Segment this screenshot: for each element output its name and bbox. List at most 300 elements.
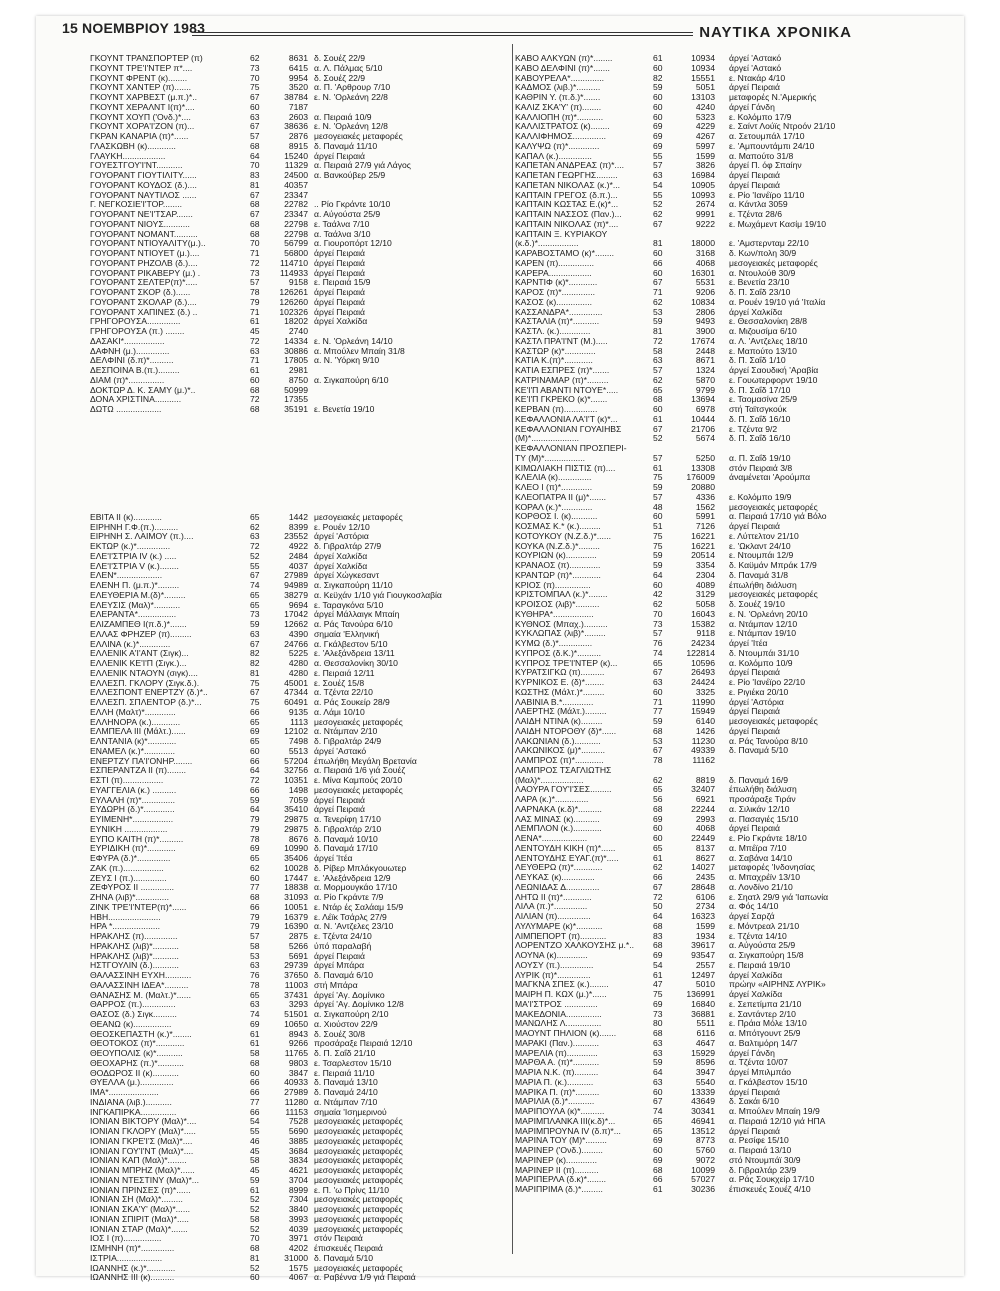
ship-name: ΘΕΟΧΑΡΗΣ (π.)*...........: [90, 1058, 184, 1068]
ship-tonnage: 11162: [692, 756, 715, 765]
ship-status: α. Κολόμπο 10/9: [729, 658, 793, 668]
ship-status: άργεί Σαρζά: [729, 912, 775, 921]
ship-status: ε. Ντουμπάι 12/9: [729, 551, 794, 561]
ship-name: ΕΥΠΟ ΚΑΙΤΗ (π)*..........: [90, 834, 184, 844]
ship-year: 58: [250, 941, 260, 951]
ship-row: [90, 747, 495, 757]
ship-row: [90, 893, 495, 903]
ship-row: [90, 122, 495, 132]
ship-status: α. Βαλτιμόρη 14/7: [729, 1038, 798, 1048]
ship-year: 68: [653, 804, 663, 814]
ship-status: .. Ρίο Γκράντε 10/10: [314, 200, 391, 210]
ship-year: 52: [653, 200, 663, 210]
ship-row: [513, 542, 908, 552]
ship-status: ε. Ντακάρ 4/10: [729, 73, 786, 83]
ship-tonnage: 29875: [284, 824, 308, 834]
ship-row: [513, 210, 908, 220]
ship-status: α. Γκάλβεστον 5/10: [314, 639, 388, 649]
ship-tonnage: 16984: [691, 171, 715, 180]
ship-status: ε. Ρίο Γκράντε 18/10: [729, 834, 807, 843]
ship-row: [90, 640, 495, 650]
ship-tonnage: 2484: [288, 551, 308, 561]
ship-year: 69: [653, 814, 663, 824]
ship-status: ε. Μαπούτο 13/10: [729, 346, 797, 356]
ship-row: [90, 152, 495, 162]
ship-status: α. Μπαχρέϊν 13/10: [729, 873, 801, 882]
ship-name: ΖΕΥΣ Ι (π.)..............: [90, 873, 167, 883]
ship-name: ΗΡΑΚΛΗΣ (π)..............: [90, 932, 178, 941]
ship-tonnage: 5870: [695, 375, 715, 385]
ship-year: 61: [250, 317, 260, 327]
page-header: [62, 20, 852, 42]
left-ship-list-top: [90, 54, 495, 415]
ship-row: [513, 278, 908, 288]
ship-name: ΚΟΡΘΟΣ Ι. (κ)...........: [515, 512, 598, 522]
ship-status: α. Μπέϊρα 7/10: [729, 843, 787, 853]
ship-status: ε. Ρίο 'Ιανέϊρο 22/10: [729, 678, 806, 687]
ship-status: ε. Τζέντα 24/10: [314, 932, 372, 941]
ship-status: μεσογειακές μεταφορές: [314, 1263, 403, 1273]
ship-tonnage: 12102: [284, 727, 308, 737]
ship-name: ΖΕΦΥΡΟΣ ΙΙ ..............: [90, 883, 174, 893]
ship-name: ΕΥΙΜΕΝΗ*.................: [90, 815, 174, 824]
ship-name: ΓΚΟΥΝΤ ΧΟΡΑ'Ι'ΖΟΝ (π)...: [90, 122, 195, 132]
ship-year: 58: [250, 1214, 260, 1224]
ship-year: 61: [653, 463, 663, 473]
ship-row: [90, 1156, 495, 1166]
ship-year: 63: [653, 1048, 663, 1058]
ship-tonnage: 37431: [284, 990, 308, 1000]
ship-row: [90, 103, 495, 113]
ship-tonnage: 4068: [695, 824, 715, 834]
publication-title: ΝΑΥΤΙΚΑ ΧΡΟΝΙΚΑ: [693, 24, 852, 41]
ship-year: 62: [653, 600, 663, 609]
ship-name: ΚΡΙΣΤΟΜΠΑΛ (κ.)*........: [515, 590, 608, 600]
ship-name: ΙΟΝΙΑΝ ΚΑΠ (Μαλ)*........: [90, 1156, 187, 1166]
ship-name: ΚΑΠΕΤΑΝ ΝΙΚΟΛΑΣ (κ.)*...: [515, 180, 621, 190]
ship-tonnage: 4922: [288, 542, 308, 551]
ship-name: ΙΟΝΙΑΝ ΠΡΙΝΣΕΣ (π)*......: [90, 1185, 191, 1195]
ship-year: 69: [653, 1136, 663, 1146]
ship-name: ΕΛΕ'Ι'ΣΤΡΙΑ V (κ.)........: [90, 561, 179, 571]
ship-status: άργεί Πειραιά: [314, 249, 365, 258]
ship-row: [513, 971, 908, 981]
ship-status: μεσογειακές μεταφορές: [314, 1127, 403, 1136]
ship-name: ΚΥΚΛΩΠΑΣ (λιβ)*.........: [515, 629, 606, 639]
ship-status: άργεί Πειραιά: [729, 1087, 780, 1097]
ship-status: α. Πειραιά 1/6 γιά Σουέζ: [314, 766, 406, 776]
ship-tonnage: 35191: [284, 405, 308, 414]
ship-name: ΕΛΕ'Ι'ΣΤΡΙΑ ΙV (κ.) .....: [90, 551, 177, 561]
ship-year: 68: [250, 893, 260, 902]
ship-tonnage: 5058: [695, 600, 715, 609]
ship-status: α. Τενερίφη 17/10: [314, 815, 381, 824]
ship-name: ΙΟΝΙΑΝ ΝΤΕΣΤΙΝΥ (Μαλ)*...: [90, 1175, 199, 1185]
ship-row: [90, 259, 495, 269]
ship-row: [513, 727, 908, 737]
ship-tonnage: 17355: [284, 395, 308, 405]
ship-row: [513, 288, 908, 298]
ship-tonnage: 13694: [691, 395, 715, 405]
ship-row: [513, 425, 908, 435]
ship-name: ΚΑΔΜΟΣ (λιβ.)*..........: [515, 83, 601, 93]
ship-row: [90, 610, 495, 620]
ship-status: δ. Π. Σαΐδ 16/10: [729, 414, 791, 424]
ship-status: α. Ραβέννα 1/9 γιά Πειραιά: [314, 1273, 416, 1283]
ship-status: στό Ντουμπάϊ 30/9: [729, 1155, 801, 1165]
ship-year: 58: [653, 346, 663, 356]
ship-year: 65: [653, 843, 663, 853]
ship-status: μεσογειακές μεταφορές: [314, 1136, 403, 1146]
ship-status: ε. Ταομασίνα 25/9: [729, 395, 798, 405]
ship-year: 68: [250, 219, 260, 229]
ship-tonnage: 126261: [279, 288, 308, 297]
ship-status: α. Ράς Τανούρα 6/10: [314, 620, 393, 629]
ship-status: άργεί Χαλκίδα: [729, 970, 783, 980]
ship-tonnage: 22798: [284, 219, 308, 229]
ship-year: 79: [250, 297, 260, 307]
ship-tonnage: 5225: [288, 649, 308, 659]
ship-tonnage: 31000: [284, 1253, 308, 1263]
ship-status: άργεί Μπάρα: [314, 961, 365, 971]
ship-year: 61: [250, 1185, 260, 1195]
ship-name: ΓΚΟΥΝΤ ΤΡΑΝΣΠΟΡΤΕΡ (π): [90, 54, 203, 63]
ship-name: ΚΕ'Ι'Π ΑΒΑΝΤΙ ΝΤΟΥΕ*.....: [515, 385, 619, 395]
ship-name: ΛΑΣ ΜΙΝΑΣ (κ)...........: [515, 814, 600, 824]
ship-row: [513, 103, 908, 113]
ship-tonnage: 17447: [284, 873, 308, 883]
ship-status: άργεί Σαουδική 'Αραβία: [729, 366, 819, 375]
ship-status: δ. Ρίβερ Μπλάκγουωτερ: [314, 863, 407, 873]
ship-name: ΚΛΕΟ Ι (π)*.............: [515, 483, 593, 492]
ship-name: ΚΥΠΡΟΣ (δ.Κ.)*..........: [515, 648, 602, 658]
ship-year: 75: [250, 678, 260, 688]
ship-year: 53: [653, 307, 663, 317]
ship-tonnage: 8773: [695, 1136, 715, 1146]
ship-tonnage: 9694: [288, 600, 308, 610]
ship-row: [513, 551, 908, 561]
ship-name: ΚΥΡΝΙΚΟΣ Ε. (δ)*........: [515, 678, 605, 687]
ship-tonnage: 11329: [284, 161, 308, 171]
ship-row: [90, 1030, 495, 1040]
ship-year: 81: [653, 239, 663, 249]
ship-status: άργεί Πειραιά: [314, 268, 365, 278]
ship-row: [513, 64, 908, 74]
ship-status: ε. 'Αμστερνταμ 22/10: [729, 239, 809, 249]
ship-tonnage: 7059: [288, 795, 308, 805]
ship-name: ΚΥΜΩ (δ.)*..............: [515, 639, 593, 648]
ship-year: 79: [250, 815, 260, 824]
ship-year: 62: [653, 863, 663, 873]
ship-tonnage: 3293: [288, 1000, 308, 1010]
ship-year: 72: [653, 892, 663, 902]
ship-row: [90, 1254, 495, 1264]
ship-status: έπωλήθη διάλυση: [729, 580, 797, 590]
ship-row: [90, 181, 495, 191]
ship-tonnage: 1599: [695, 921, 715, 931]
ship-row: [90, 513, 495, 523]
ship-year: 45: [250, 1146, 260, 1156]
ship-row: [90, 288, 495, 298]
ship-name: ΓΟΥΟΡΑΝΤ ΝΑΥΤΙΛΟΣ ......: [90, 190, 197, 200]
ship-status: ε. 'Ωκλαντ 24/10: [729, 541, 791, 551]
ship-year: 79: [250, 824, 260, 834]
ship-row: [513, 951, 908, 961]
ship-row: [90, 317, 495, 327]
ship-year: 58: [250, 1156, 260, 1166]
ship-status: ε. Ντάρ ές Σαλάαμ 15/9: [314, 902, 404, 912]
ship-tonnage: 43649: [691, 1097, 715, 1107]
ship-name: ΓΟΥΟΡΑΝΤ ΝΕ'Ι'ΤΣΑΡ.......: [90, 210, 193, 219]
ship-name: ΚΕΦΑΛΛΟΝΙΑ ΛΑ'Ι'Τ (κ)*...: [515, 414, 618, 424]
ship-row: [90, 571, 495, 581]
ship-row: [513, 1000, 908, 1010]
ship-row: [90, 210, 495, 220]
ship-row: [513, 717, 908, 727]
ship-status: άργεί 'Αγ. Δομίνικο 12/8: [314, 1000, 404, 1010]
ship-status: α. Χιούστον 22/9: [314, 1019, 378, 1029]
ship-name: ΔΩΤΩ ...................: [90, 405, 162, 414]
ship-year: 81: [250, 1253, 260, 1263]
ship-year: 54: [653, 960, 663, 970]
ship-tonnage: 2435: [695, 873, 715, 882]
ship-status: δ. Π. Σαΐδ 23/10: [729, 288, 791, 297]
ship-name: ΓΟΥΟΡΑΝΤ ΚΟΥΔΟΣ (δ.)....: [90, 180, 197, 190]
ship-row: [90, 142, 495, 152]
ship-year: 65: [653, 1116, 663, 1126]
ship-row: [513, 376, 908, 386]
ship-row: [513, 83, 908, 93]
ship-year: 67: [653, 882, 663, 892]
ship-row: [513, 454, 908, 464]
ship-tonnage: 6415: [288, 63, 308, 73]
ship-name: ΘΑΝΑΣΗΣ Μ. (Μαλτ.)*......: [90, 990, 191, 1000]
ship-row: [513, 815, 908, 825]
ship-row: [513, 337, 908, 347]
ship-status: μεσογειακές μεταφορές: [729, 502, 818, 512]
ship-row: [90, 971, 495, 981]
ship-tonnage: 11280: [284, 1097, 308, 1107]
ship-status: έπωλήθη διάλυση: [729, 785, 797, 795]
ship-row: [90, 942, 495, 952]
ship-status: ε. Τζέντα 14/10: [729, 931, 787, 941]
ship-tonnage: 16043: [691, 609, 715, 619]
ship-year: 68: [250, 385, 260, 395]
ship-name: ΔΕΛΦΙΝΙ (δ.π)*..........: [90, 356, 174, 366]
ship-year: 73: [653, 619, 663, 629]
ship-name: ΛΑΚΩΝΙΚΟΣ (μ)*..........: [515, 746, 605, 756]
ship-status: δ. Παναμά 10/10: [314, 834, 378, 844]
ship-year: 70: [250, 161, 260, 171]
ship-tonnage: 126260: [279, 297, 308, 307]
ship-tonnage: 3885: [288, 1136, 308, 1146]
ship-year: 66: [250, 707, 260, 717]
ship-row: [513, 785, 908, 795]
ship-row: [513, 1146, 908, 1156]
ship-tonnage: 1934: [695, 931, 715, 941]
ship-tonnage: 15551: [691, 73, 715, 83]
ship-row: [513, 74, 908, 84]
ship-tonnage: 114710: [279, 258, 308, 268]
ship-name: ΙΟΝΙΑΝ ΜΠΡΗΖ (Μαλ)*......: [90, 1166, 195, 1175]
ship-row: [513, 922, 908, 932]
ship-row: [513, 766, 908, 776]
ship-row: [90, 591, 495, 601]
ship-status: στόν Πειραιά: [314, 1234, 363, 1244]
ship-status: δ. Καϋμάν Μπράκ 17/9: [729, 561, 817, 570]
ship-row: [513, 590, 908, 600]
ship-year: 53: [653, 736, 663, 746]
ship-status: ε. Ν. 'Ορλεάνη 12/8: [314, 122, 388, 132]
ship-name: ΘΑΡΡΟΣ (π.)..............: [90, 1000, 176, 1010]
ship-status: μεσογειακές μεταφορές: [314, 717, 403, 727]
ship-tonnage: 93547: [691, 951, 715, 960]
ship-name: ΘΕΟΤΟΚΟΣ (π)*............: [90, 1039, 185, 1049]
ship-status: δ. Π. Σαΐδ 1/10: [729, 356, 786, 366]
ship-status: α. Πειραιά 13/10: [729, 1146, 792, 1155]
ship-name: ΓΟΥΟΡΑΝΤ ΣΕΛΤΕΡ(π)*.....: [90, 278, 198, 288]
ship-tonnage: 29739: [284, 961, 308, 971]
ship-status: στή Μπάρα: [314, 980, 358, 990]
ship-year: 62: [250, 522, 260, 532]
ship-row: [513, 1039, 908, 1049]
ship-name: ΕΦΥΡΑ (δ.)*..............: [90, 854, 171, 863]
ship-row: [513, 698, 908, 708]
ship-name: ΛΑΚΩΝΙΑΝ (δ.)...........: [515, 736, 601, 746]
ship-year: 62: [250, 54, 260, 63]
ship-name: ΚΡΑΝΑΟΣ (π).............: [515, 561, 601, 570]
ship-name: ΚΥΠΡΟΣ ΤΡΕ'Ι'ΝΤΕΡ (κ)...: [515, 658, 618, 668]
ship-year: 66: [250, 1107, 260, 1117]
ship-row: [513, 356, 908, 366]
ship-status: α. Ράς Σουκείρ 28/9: [314, 698, 390, 707]
ship-row: [90, 1166, 495, 1176]
ship-row: [513, 503, 908, 513]
ship-row: [513, 113, 908, 123]
ship-status: μεσογειακές μεταφορές: [314, 132, 403, 141]
ship-year: 61: [653, 54, 663, 63]
ship-name: ΕΛΛΗΝΟΡΑ (κ.)............: [90, 717, 181, 727]
ship-status: πρώην «ΑΙΡΗΝΣ ΛΥΡΙΚ»: [729, 980, 826, 990]
ship-row: [513, 298, 908, 308]
ship-row: [513, 659, 908, 669]
ship-year: 55: [250, 561, 260, 571]
ship-status: α. Σαβάνα 14/10: [729, 853, 793, 863]
ship-tonnage: 30341: [691, 1107, 715, 1116]
ship-tonnage: 6106: [695, 892, 715, 902]
ship-tonnage: 18202: [284, 317, 308, 327]
ship-tonnage: 9135: [288, 707, 308, 717]
ship-tonnage: 9118: [696, 629, 715, 639]
ship-year: 45: [250, 1166, 260, 1175]
ship-tonnage: 57204: [284, 756, 308, 766]
ship-name: ΘΕΟΥΠΟΛΙΣ (κ)*...........: [90, 1049, 183, 1058]
ship-name: ΜΑΡΙΜΠΛΑΝΚΑ ΙΙΙ(κ.δ)*...: [515, 1116, 616, 1126]
ship-name: ΙΝΔΙΑΝΑ (λιβ.)...........: [90, 1097, 172, 1107]
ship-status: σημαία 'Ισημερινού: [314, 1107, 387, 1117]
ship-name: ΗΡΑ *....................: [90, 922, 161, 932]
ship-year: 60: [653, 1146, 663, 1155]
ship-year: 78: [250, 980, 260, 990]
ship-row: [513, 239, 908, 249]
ship-status: άργεί Γάνδη: [729, 1048, 775, 1058]
ship-name: ΓΚΟΥΝΤ ΧΑΡΒΕΣΤ (μ.π.)*..: [90, 93, 197, 102]
ship-row: [90, 1127, 495, 1137]
ship-tonnage: 32407: [691, 785, 715, 795]
ship-status: μεσογειακές μεταφορές: [314, 512, 403, 522]
ship-row: [513, 522, 908, 532]
ship-row: [90, 1147, 495, 1157]
ship-row: [90, 698, 495, 708]
ship-row: [90, 542, 495, 552]
ship-row: [513, 1088, 908, 1098]
ship-name: ΕΝΑΜΕΛ (κ.)*.............: [90, 746, 176, 756]
ship-row: [513, 93, 908, 103]
ship-name: ΚΑΠΑΛ (κ.)..............: [515, 151, 592, 161]
ship-year: 67: [250, 688, 260, 698]
ship-name: ΓΟΥΟΡΑΝΤ ΣΚΟΛΑΡ (δ.)....: [90, 297, 197, 307]
ship-year: 59: [653, 483, 663, 492]
ship-name: ΜΑΡΙΝΕΡ ('Ονδ.).........: [515, 1146, 603, 1155]
ship-year: 68: [653, 1165, 663, 1175]
ship-status: α. Ντάμπαν 7/10: [314, 1097, 378, 1107]
right-ship-column: [512, 54, 908, 1195]
ship-name: ΜΑΡΙΜΠΡΟΥΝΑ ΙV (δ.π)*...: [515, 1126, 621, 1136]
ship-name: ΛΑΙΔΗ ΝΤΙΝΑ (κ).........: [515, 717, 603, 726]
ship-status: α. Τζέντα 22/10: [314, 688, 373, 698]
ship-year: 67: [250, 571, 260, 581]
ship-tonnage: 49339: [691, 746, 715, 756]
ship-year: 60: [250, 102, 260, 112]
ship-row: [513, 366, 908, 376]
ship-name: ΚΑΣΤΩΡ (κ)*.............: [515, 346, 596, 356]
ship-row: [90, 815, 495, 825]
ship-status: α. Αύγούστα 25/9: [314, 210, 381, 219]
ship-year: 60: [653, 687, 663, 697]
ship-tonnage: 10990: [284, 844, 308, 854]
ship-tonnage: 3826: [695, 161, 715, 171]
ship-status: α. Μπούλεν Μπαίη 19/9: [729, 1107, 820, 1116]
ship-name: ΓΛΑΥΚΗ..................: [90, 151, 166, 161]
ship-status: δ. Σουέζ 30/8: [314, 1029, 366, 1039]
ship-year: 73: [250, 610, 260, 620]
ship-year: 64: [653, 1068, 663, 1077]
ship-year: 69: [653, 122, 663, 132]
ship-tonnage: 15382: [691, 619, 715, 629]
ship-row: [90, 74, 495, 84]
ship-tonnage: 13308: [691, 463, 715, 473]
ship-row: [90, 298, 495, 308]
ship-name: ΛΑΡΝΑΚΑ (κ.δ)*..........: [515, 804, 602, 814]
ship-year: 67: [653, 746, 663, 756]
ship-tonnage: 40933: [284, 1078, 308, 1088]
ship-tonnage: 57027: [691, 1175, 715, 1185]
ship-status: ε. Σαντάντερ 2/10: [729, 1009, 796, 1019]
ship-row: [513, 668, 908, 678]
ship-year: 67: [250, 122, 260, 132]
ship-tonnage: 38636: [284, 122, 308, 132]
ship-status: ε. Σαίντ Λούϊς Ντροόν 21/10: [729, 122, 836, 132]
ship-tonnage: 31093: [284, 893, 308, 902]
ship-name: ΚΕΡΒΑΝ (π)..............: [515, 405, 598, 414]
ship-year: 61: [250, 1039, 260, 1049]
ship-name: ΖΑΚ (π.).................: [90, 863, 164, 873]
ship-status: ε. Π. 'ω Πρίνς 11/10: [314, 1185, 390, 1195]
ship-row: [90, 679, 495, 689]
ship-row: [90, 1205, 495, 1215]
ship-status: άργεί Πειραιά: [729, 824, 780, 834]
ship-status: ε. Ρίο 'Ιανέϊρο 11/10: [729, 190, 805, 200]
